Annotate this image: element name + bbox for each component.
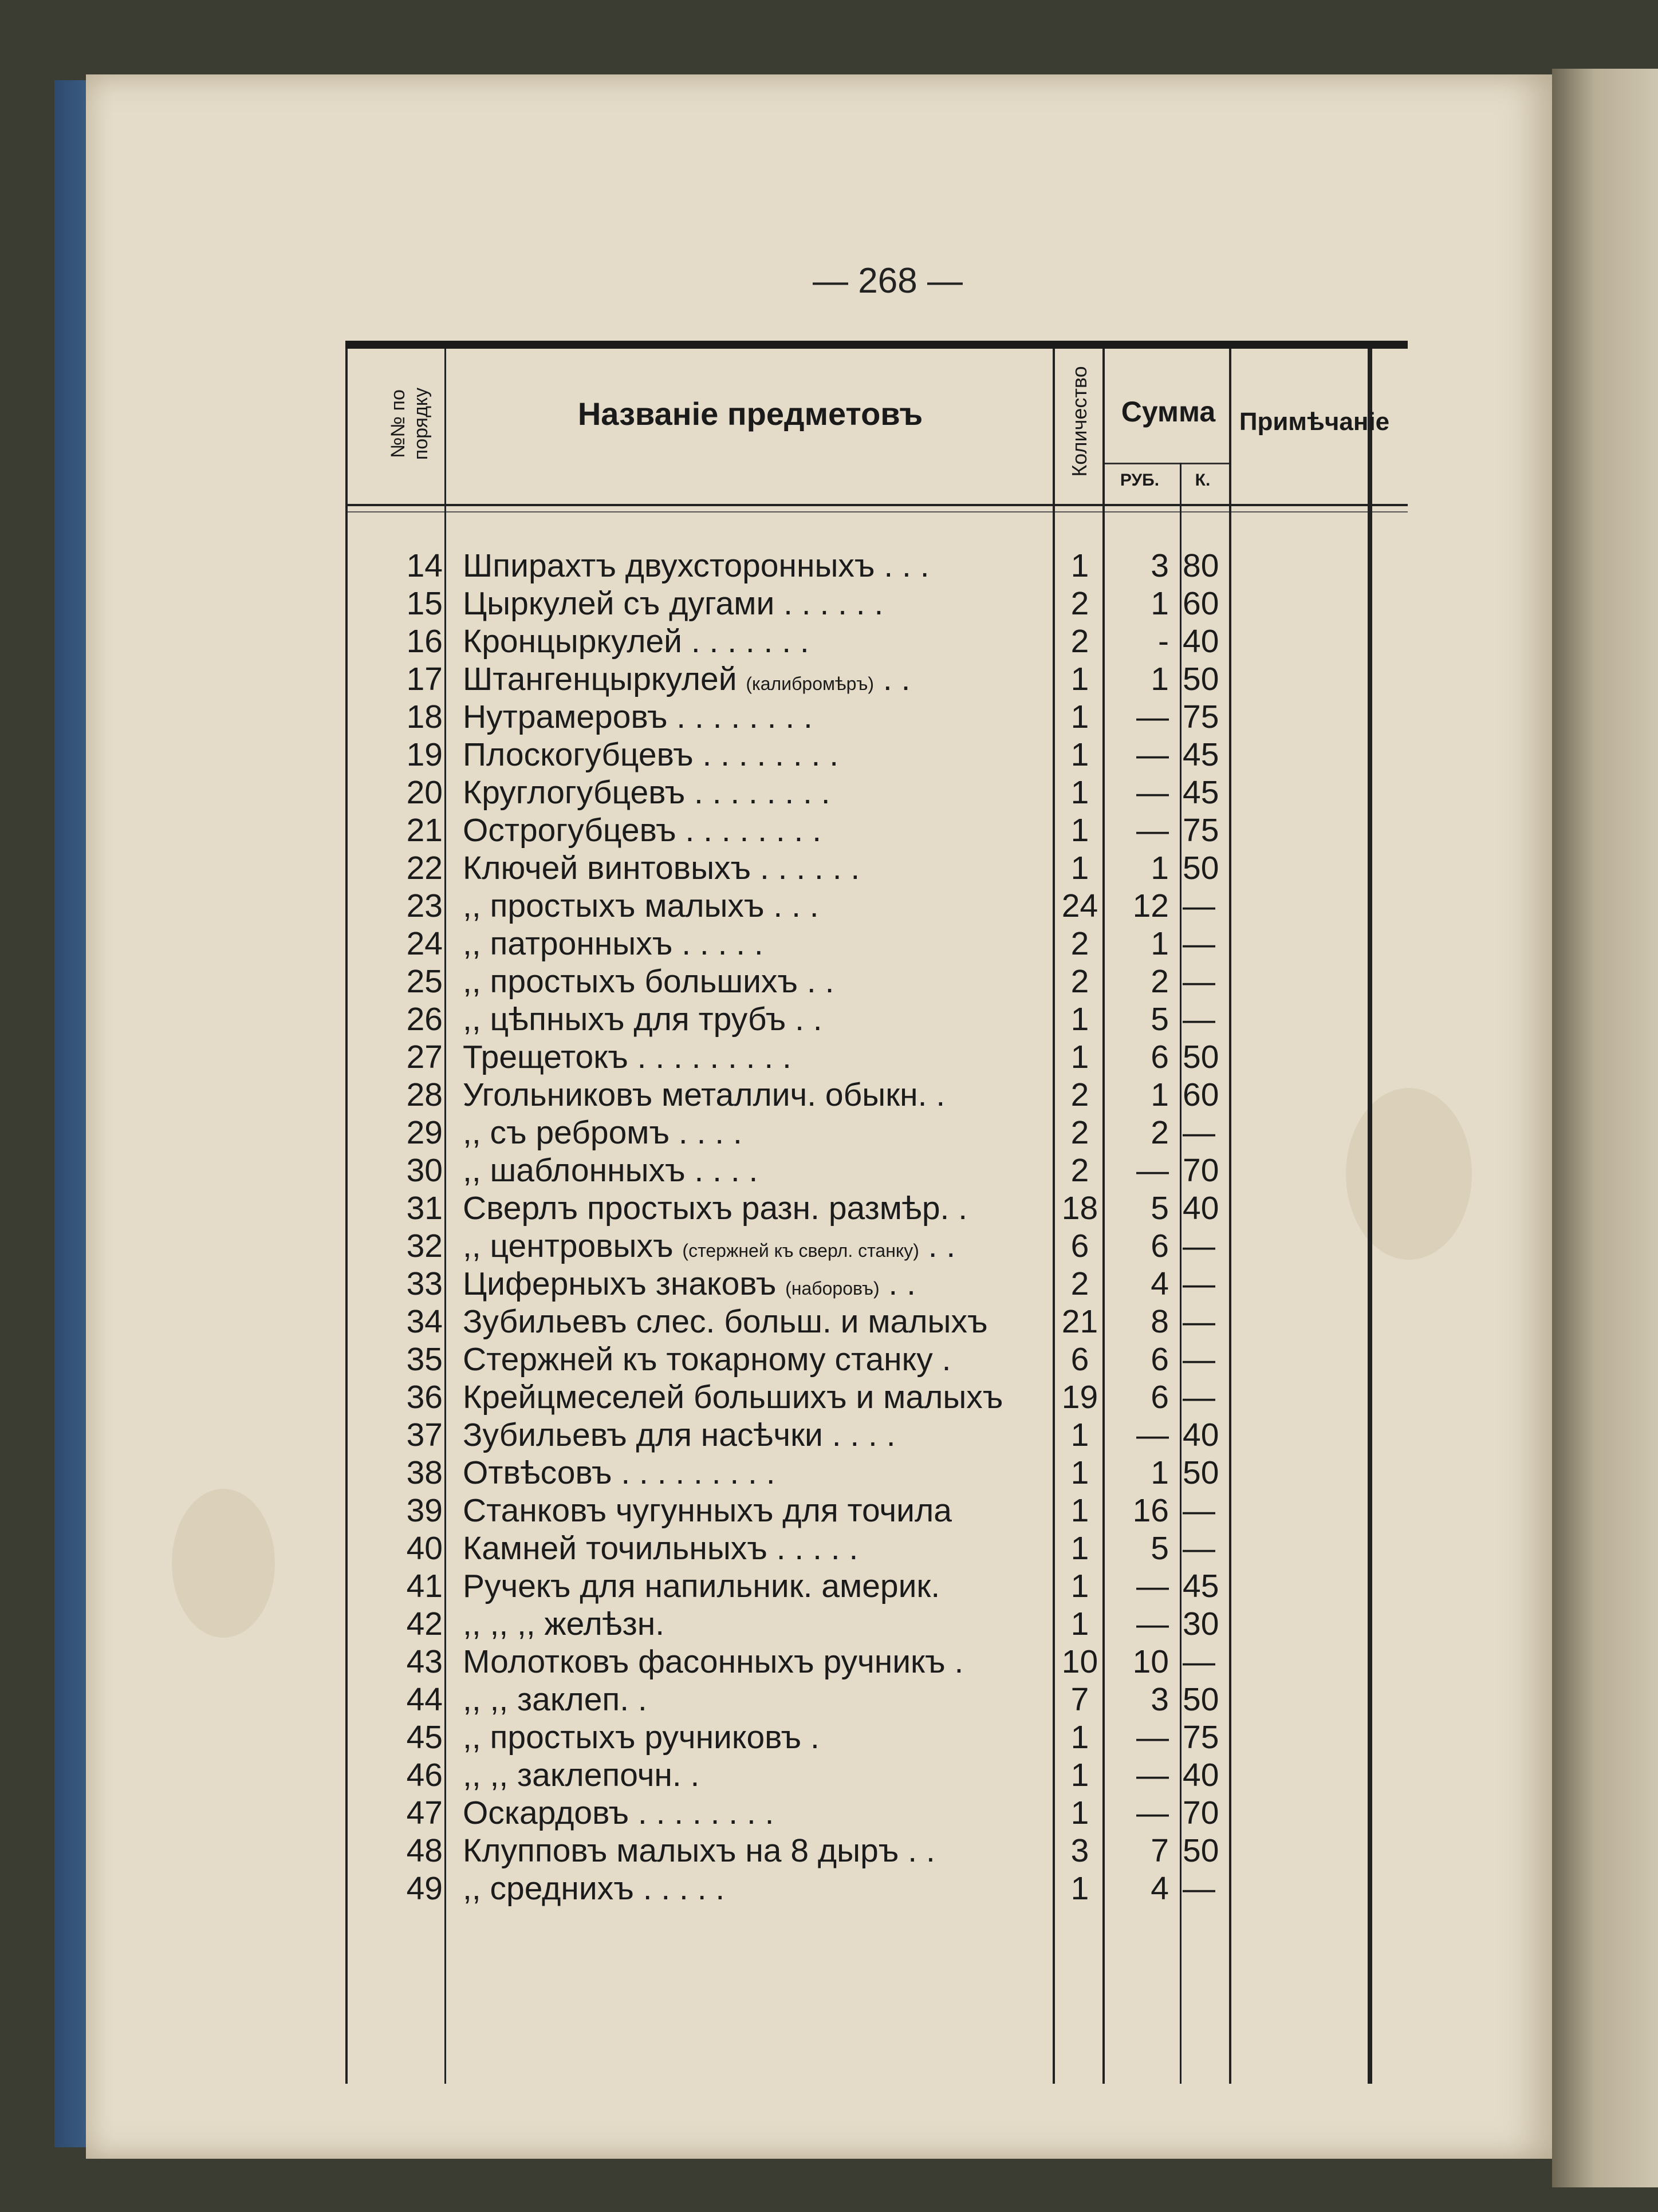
item-rubles: 8 [1151,1303,1169,1340]
row-number: 32 [406,1228,443,1264]
row-number: 46 [406,1757,443,1793]
item-name [463,1152,1402,1194]
item-quantity: 24 [1061,888,1098,924]
item-name [463,1529,1402,1572]
item-name-text: ,, ,, заклепочн. . [463,1757,700,1793]
table-row [345,1794,1408,1832]
item-quantity: 21 [1061,1303,1098,1340]
item-name-note: (наборовъ) [785,1278,880,1299]
item-kopecks: 70 [1183,1152,1219,1189]
item-quantity: 1 [1070,1606,1089,1642]
item-name [463,1303,1402,1345]
item-kopecks: — [1183,925,1215,962]
item-quantity: 7 [1070,1681,1089,1718]
item-rubles: — [1136,1606,1169,1642]
item-name-text: Ручекъ для напильник. америк. [463,1568,940,1604]
facing-page-edge [1552,69,1658,2187]
item-quantity: 6 [1070,1341,1089,1378]
item-name-tail: . . [879,1265,916,1302]
item-kopecks: — [1183,1114,1215,1151]
item-rubles: — [1136,1152,1169,1189]
table-row [345,622,1408,660]
item-name [463,1000,1402,1043]
item-quantity: 2 [1070,1114,1089,1151]
item-kopecks: — [1183,1303,1215,1340]
paper-stain [172,1489,275,1638]
item-kopecks: 40 [1183,1417,1219,1453]
table-row [345,1038,1408,1076]
header-note: Примѣчанiе [1239,408,1390,436]
table-body [345,547,1408,1907]
item-kopecks: 45 [1183,736,1219,773]
item-name-text: Шпирахтъ двухсторонныхъ . . . [463,547,930,584]
table-row [345,660,1408,698]
table-row [345,1265,1408,1303]
item-name-text: Круглогубцевъ . . . . . . . . [463,774,830,811]
item-kopecks: 75 [1183,1719,1219,1756]
item-rubles: — [1136,1719,1169,1756]
item-rubles: 1 [1151,661,1169,697]
item-rubles: 1 [1151,850,1169,886]
item-rubles: 5 [1151,1001,1169,1038]
item-name [463,736,1402,778]
item-kopecks: — [1183,1228,1215,1264]
item-kopecks: 80 [1183,547,1219,584]
item-quantity: 1 [1070,850,1089,886]
item-quantity: 1 [1070,1530,1089,1567]
item-kopecks: 50 [1183,1681,1219,1718]
item-name [463,1870,1402,1912]
item-name [463,1189,1402,1232]
item-name [463,1227,1402,1269]
item-name-text: ,, шаблонныхъ . . . . [463,1152,758,1189]
item-rubles: 16 [1132,1492,1169,1529]
item-quantity: 2 [1070,623,1089,660]
table-row [345,1152,1408,1189]
row-number: 14 [406,547,443,584]
item-kopecks: 50 [1183,661,1219,697]
item-rubles: 1 [1151,1454,1169,1491]
item-name [463,1832,1402,1874]
item-quantity: 19 [1061,1379,1098,1415]
item-kopecks: — [1183,963,1215,1000]
item-kopecks: 45 [1183,1568,1219,1604]
row-number: 29 [406,1114,443,1151]
item-kopecks: — [1183,1643,1215,1680]
item-quantity: 1 [1070,774,1089,811]
row-number: 15 [406,585,443,622]
item-rubles: 6 [1151,1379,1169,1415]
item-kopecks: 60 [1183,1077,1219,1113]
item-quantity: 3 [1070,1832,1089,1869]
item-name [463,1038,1402,1081]
row-number: 38 [406,1454,443,1491]
item-kopecks: 30 [1183,1606,1219,1642]
item-kopecks: 75 [1183,812,1219,849]
row-number: 39 [406,1492,443,1529]
item-kopecks: 40 [1183,623,1219,660]
item-rubles: 1 [1151,1077,1169,1113]
item-kopecks: 75 [1183,699,1219,735]
item-name [463,1718,1402,1761]
item-rubles: 7 [1151,1832,1169,1869]
item-name [463,1265,1402,1307]
item-name [463,963,1402,1005]
table-row [345,1378,1408,1416]
item-quantity: 6 [1070,1228,1089,1264]
table-row [345,1756,1408,1794]
item-rubles: 2 [1151,1114,1169,1151]
table-row [345,1643,1408,1681]
item-name [463,1076,1402,1118]
item-kopecks: — [1183,888,1215,924]
item-name-text: ,, простыхъ малыхъ . . . [463,888,819,924]
header-bottom-rule [345,504,1408,506]
item-name-text: Крейцмеселей большихъ и малыхъ [463,1379,1003,1415]
item-quantity: 1 [1070,1001,1089,1038]
row-number: 36 [406,1379,443,1415]
item-name-text: Клупповъ малыхъ на 8 дыръ . . [463,1832,935,1869]
item-name-text: Штангенцыркулей [463,661,746,697]
row-number: 34 [406,1303,443,1340]
item-rubles: 5 [1151,1190,1169,1227]
table-row [345,887,1408,925]
row-number: 24 [406,925,443,962]
item-name-text: ,, ,, заклеп. . [463,1681,647,1718]
item-rubles: 6 [1151,1341,1169,1378]
table-row [345,1189,1408,1227]
item-quantity: 1 [1070,1492,1089,1529]
item-name [463,547,1402,589]
table-row [345,1832,1408,1870]
row-number: 47 [406,1795,443,1831]
item-kopecks: 50 [1183,850,1219,886]
row-number: 21 [406,812,443,849]
item-name-text: Молотковъ фасонныхъ ручникъ . [463,1643,964,1680]
item-name-text: Острогубцевъ . . . . . . . . [463,812,822,849]
item-rubles: 6 [1151,1228,1169,1264]
item-name [463,660,1402,703]
item-name-tail: . . [874,661,911,697]
row-number: 33 [406,1265,443,1302]
item-name-text: ,, простыхъ ручниковъ . [463,1719,820,1756]
row-number: 30 [406,1152,443,1189]
table-row [345,1529,1408,1567]
table-row [345,1000,1408,1038]
item-quantity: 10 [1061,1643,1098,1680]
table-row [345,1605,1408,1643]
row-number: 37 [406,1417,443,1453]
item-name [463,1454,1402,1496]
item-name-text: Зубильевъ слес. больш. и малыхъ [463,1303,988,1340]
row-number: 26 [406,1001,443,1038]
row-number: 44 [406,1681,443,1718]
item-name-text: ,, патронныхъ . . . . . [463,925,763,962]
item-kopecks: 40 [1183,1190,1219,1227]
row-number: 22 [406,850,443,886]
item-name-text: Трещетокъ . . . . . . . . . [463,1039,791,1075]
item-rubles: 1 [1151,585,1169,622]
item-name-text: Кронцыркулей . . . . . . . [463,623,809,660]
item-quantity: 1 [1070,736,1089,773]
item-rubles: — [1136,812,1169,849]
row-number: 16 [406,623,443,660]
row-number: 45 [406,1719,443,1756]
table-row [345,1454,1408,1492]
item-rubles: 12 [1132,888,1169,924]
item-name [463,1340,1402,1383]
item-rubles: 4 [1151,1870,1169,1907]
item-name [463,925,1402,967]
header-bottom-rule-thin [345,511,1408,512]
item-name [463,1605,1402,1647]
table-row [345,1340,1408,1378]
item-quantity: 1 [1070,1568,1089,1604]
table-row [345,849,1408,887]
item-kopecks: 50 [1183,1039,1219,1075]
item-rubles: 3 [1151,547,1169,584]
item-name-text: Сверлъ простыхъ разн. размѣр. . [463,1190,968,1227]
item-name-text: Отвѣсовъ . . . . . . . . . [463,1454,775,1491]
item-kopecks: 40 [1183,1757,1219,1793]
header-sum: Сумма [1121,396,1216,428]
item-kopecks: 60 [1183,585,1219,622]
item-name [463,1643,1402,1685]
item-quantity: 1 [1070,1795,1089,1831]
header-quantity: Количество [1068,366,1091,477]
item-name-text: Станковъ чугунныхъ для точила [463,1492,952,1529]
table-row [345,963,1408,1000]
item-name-text: Угольниковъ металлич. обыкн. . [463,1077,946,1113]
item-name [463,774,1402,816]
item-rubles: 4 [1151,1265,1169,1302]
row-number: 43 [406,1643,443,1680]
item-name-text: Оскардовъ . . . . . . . . [463,1795,774,1831]
item-kopecks: — [1183,1870,1215,1907]
row-number: 40 [406,1530,443,1567]
item-quantity: 1 [1070,661,1089,697]
item-rubles: — [1136,736,1169,773]
table-row [345,1567,1408,1605]
item-name-text: ,, ,, ,, желѣзн. [463,1606,665,1642]
table-row [345,698,1408,736]
item-quantity: 2 [1070,925,1089,962]
table-top-rule [345,341,1408,349]
item-name-note: (калибромѣръ) [746,673,875,694]
row-number: 25 [406,963,443,1000]
table-row [345,547,1408,585]
item-name [463,585,1402,627]
item-rubles: — [1136,699,1169,735]
item-name-text: Нутрамеровъ . . . . . . . . [463,699,813,735]
table-row [345,736,1408,774]
sum-subheader-divider [1102,463,1230,464]
item-quantity: 1 [1070,1719,1089,1756]
header-rubles: РУБ. [1120,471,1160,490]
item-quantity: 1 [1070,1757,1089,1793]
item-name [463,887,1402,929]
item-quantity: 1 [1070,547,1089,584]
item-quantity: 2 [1070,1265,1089,1302]
item-name [463,1681,1402,1723]
item-kopecks: — [1183,1341,1215,1378]
item-name [463,1756,1402,1799]
item-name [463,1378,1402,1421]
table-row [345,774,1408,811]
row-number: 19 [406,736,443,773]
item-rubles: 10 [1132,1643,1169,1680]
header-row-number: №№ по порядку [387,387,432,460]
item-kopecks: — [1183,1001,1215,1038]
item-name-text: Цыркулей съ дугами . . . . . . [463,585,884,622]
row-number: 18 [406,699,443,735]
item-name [463,1794,1402,1836]
item-quantity: 1 [1070,1039,1089,1075]
item-rubles: — [1136,1417,1169,1453]
item-kopecks: 50 [1183,1832,1219,1869]
table-row [345,1492,1408,1529]
item-quantity: 1 [1070,1417,1089,1453]
item-name-text: Ключей винтовыхъ . . . . . . [463,850,860,886]
item-name [463,1114,1402,1156]
item-kopecks: — [1183,1379,1215,1415]
item-quantity: 18 [1061,1190,1098,1227]
table-row [345,1718,1408,1756]
item-quantity: 1 [1070,1870,1089,1907]
item-kopecks: — [1183,1530,1215,1567]
item-quantity: 1 [1070,699,1089,735]
item-name-text: ,, простыхъ большихъ . . [463,963,834,1000]
item-kopecks: 70 [1183,1795,1219,1831]
item-kopecks: — [1183,1492,1215,1529]
item-rubles: — [1136,1568,1169,1604]
item-quantity: 2 [1070,963,1089,1000]
item-name-text: Плоскогубцевъ . . . . . . . . [463,736,839,773]
row-number: 35 [406,1341,443,1378]
item-quantity: 1 [1070,812,1089,849]
item-rubles: - [1158,623,1169,660]
header-kopecks: К. [1195,471,1211,490]
row-number: 28 [406,1077,443,1113]
row-number: 31 [406,1190,443,1227]
item-name [463,849,1402,892]
row-number: 48 [406,1832,443,1869]
item-name-text: ,, цѣпныхъ для трубъ . . [463,1001,822,1038]
item-name [463,1492,1402,1534]
item-rubles: — [1136,1757,1169,1793]
row-number: 41 [406,1568,443,1604]
row-number: 27 [406,1039,443,1075]
table-row [345,1870,1408,1907]
table-row [345,1681,1408,1718]
table-row [345,1227,1408,1265]
item-rubles: 2 [1151,963,1169,1000]
item-name [463,811,1402,854]
item-rubles: — [1136,774,1169,811]
item-rubles: 1 [1151,925,1169,962]
table-row [345,1303,1408,1340]
table-row [345,585,1408,622]
item-name-note: (стержней къ сверл. станку) [682,1240,919,1261]
row-number: 17 [406,661,443,697]
item-name [463,622,1402,665]
item-kopecks: — [1183,1265,1215,1302]
item-kopecks: 50 [1183,1454,1219,1491]
item-name [463,1416,1402,1458]
item-quantity: 2 [1070,585,1089,622]
table-row [345,1076,1408,1114]
item-quantity: 1 [1070,1454,1089,1491]
table-row [345,1114,1408,1152]
table-row [345,811,1408,849]
item-name [463,698,1402,740]
item-name-text: Зубильевъ для насѣчки . . . . [463,1417,896,1453]
item-name-text: Камней точильныхъ . . . . . [463,1530,858,1567]
item-name-text: Циферныхъ знаковъ [463,1265,786,1302]
item-rubles: 6 [1151,1039,1169,1075]
item-name-text: ,, съ ребромъ . . . . [463,1114,742,1151]
item-rubles: — [1136,1795,1169,1831]
row-number: 20 [406,774,443,811]
item-name-tail: . . [919,1228,956,1264]
row-number: 42 [406,1606,443,1642]
table-row [345,925,1408,963]
header-item-name: Названiе предметовъ [577,396,923,432]
item-rubles: 3 [1151,1681,1169,1718]
item-quantity: 2 [1070,1152,1089,1189]
row-number: 23 [406,888,443,924]
item-name-text: ,, центровыхъ [463,1228,683,1264]
item-rubles: 5 [1151,1530,1169,1567]
item-name [463,1567,1402,1610]
item-kopecks: 45 [1183,774,1219,811]
item-name-text: Стержней къ токарному станку . [463,1341,951,1378]
page-number: — 268 — [813,261,963,301]
item-quantity: 2 [1070,1077,1089,1113]
table-row [345,1416,1408,1454]
item-name-text: ,, среднихъ . . . . . [463,1870,725,1907]
row-number: 49 [406,1870,443,1907]
